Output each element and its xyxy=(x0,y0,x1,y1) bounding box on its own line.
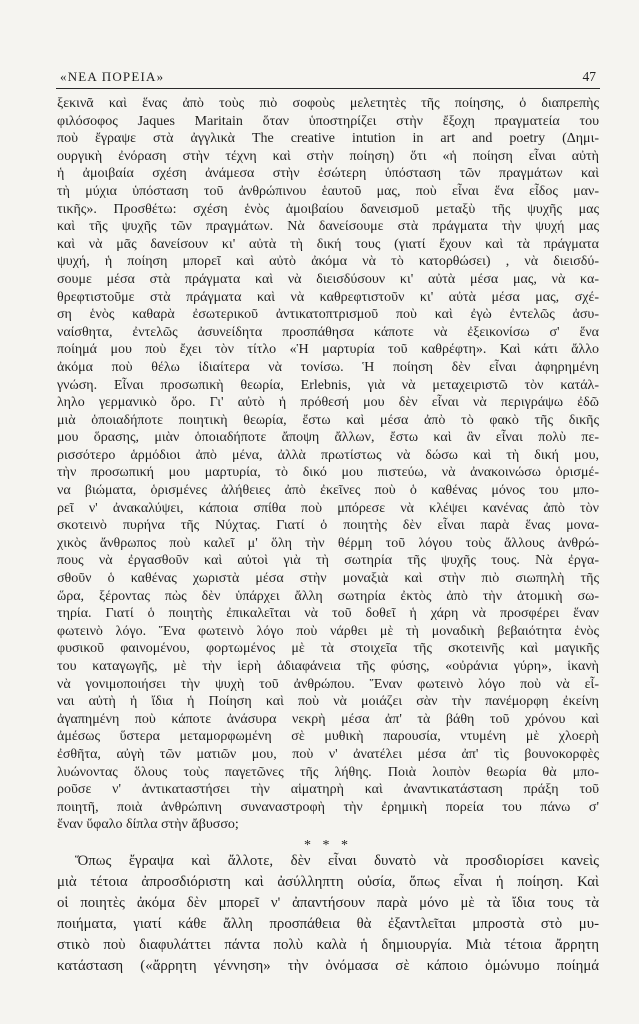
text-line: οἱ ποιητὲς ἀκόμα δὲν μπορεῖ ν' ἀπαντήσουν παρὰ μόνο μὲ τὰ ἴδια τους τὰ xyxy=(57,895,599,911)
text-line: ποιήματα, γιατί κάθε ἄλλη προσπάθεια θὰ ἐξαντλεῖται μπροστὰ στὸ μυ- xyxy=(57,916,599,932)
text-line: στικὸ ποὺ διαφυλάττει πάντα πολὺ καλὰ ἡ δημιουργία. Μιὰ τέτοια ἄρρητη xyxy=(57,937,599,953)
text-line: σκοτεινὸ πυρήνα τῆς Νύχτας. Γιατί ὁ ποιητὴς δὲν εἶναι παρὰ ἕνας μονα- xyxy=(57,518,599,534)
text-line: φιλόσοφος Jaques Maritain ὅταν ὑποστηρίζει στὴν ἔξοχη πραγματεία του xyxy=(57,113,599,129)
text-line: ἀμέσως ὕστερα μεταμορφωμένη σὲ μυθικὴ παρουσία, ντυμένη μὲ χλοερὴ xyxy=(57,729,599,745)
paragraph xyxy=(57,851,599,977)
text-line: τικῆς». Προσθέτω: σχέση ἑνὸς ἀμοιβαίου δανεισμοῦ μεταξὺ τῆς ψυχῆς μας xyxy=(57,201,599,217)
text-line: ποὺ ἔγραψε στὰ ἀγγλικὰ The creative intution in art and poetry (Δημι- xyxy=(57,131,599,147)
text-line: τὴ μύχια ὑπόσταση τοῦ ἀνθρώπινου ἑαυτοῦ μας, ποὺ εἶναι ἕνα εἶδος μαν- xyxy=(57,183,599,199)
page-number: 47 xyxy=(582,69,596,84)
text-line: τὴν προσωπική μου μαρτυρία, τὸ δικό μου πιστεύω, νὰ ἀνακοινώσω ὁρισμέ- xyxy=(57,465,599,481)
text-line: ροῦσε ν' ἀντικαταστήσει τὴν αἱματηρὴ καὶ ἀναντικατάσταση πράξη τοῦ xyxy=(57,782,599,798)
text-line: μιὰ τέτοια ἀπροσδιόριστη καὶ ἀσύλληπτη οὐσία, ὅπως εἶναι ἡ ποίηση. Καὶ xyxy=(57,874,599,890)
text-line: καὶ νὰ μᾶς δανείσουν κι' αὐτὰ τὴ δική τους (γιατί ἔχουν καὶ τὰ πράγματα xyxy=(57,236,599,252)
text-line: ποίημά μου ποὺ ἔχει τὸν τίτλο «Ἡ μαρτυρία τοῦ καθρέφτη». Καὶ κάτι ἄλλο xyxy=(57,342,599,358)
text-line: ποιητῆ, ποιὰ ἀνθρώπινη συναναστροφὴ τὴν ἐρημικὴ πορεία του πάνω σ' xyxy=(57,799,599,815)
text-line: κατάσταση («ἄρρητη γέννηση» τὴν ὀνόμασα σὲ κάποιο ὁμώνυμο ποίημά xyxy=(57,958,599,974)
text-line: γνώση. Εἶναι προσωπικὴ θεωρία, Erlebnis, γιὰ νὰ μεταχειριστῶ τὸν κατάλ- xyxy=(57,377,599,393)
text-line: χικὸς ἄνθρωπος ποὺ καλεῖ μ' ὅλη τὴν θέρμη τοῦ λόγου τοὺς ἄλλους ἀνθρώ- xyxy=(57,535,599,551)
text-line: ναίσθητα, ἐντελῶς ἀσυνείδητα προσπάθησα κάποτε νὰ ἐξεικονίσω σ' ἕνα xyxy=(57,324,599,340)
text-line: ναι αὐτὴ ἡ ἴδια ἡ Ποίηση καὶ ποὺ νὰ μοιάζει σὰν τὴν πανέμορφη ἐκείνη xyxy=(57,694,599,710)
text-line: ξεκινᾶ καὶ ἕνας ἀπὸ τοὺς πιὸ σοφοὺς μελετητὲς τῆς ποίησης, ὁ διαπρεπὴς xyxy=(57,96,599,111)
journal-title: «ΝΕΑ ΠΟΡΕΙΑ» xyxy=(60,69,165,84)
text-line: ἀγαπημένη ποὺ κάποτε ἀνάσυρα νεκρὴ μέσα ἀπ' τὰ βάθη τοῦ χρόνου καὶ xyxy=(57,711,599,727)
paragraph xyxy=(57,95,599,834)
text-line: μου ὅρασης, μιὰν ὁποιαδήποτε ἄποψη ἄλλων, ἔστω καὶ ἂν εἶναι πολὺ πε- xyxy=(57,430,599,446)
text-line: ληλο γερμανικὸ ὅρο. Γι' αὐτὸ ἡ πρόθεσή μου δὲν εἶναι νὰ περιγράψω ἐδῶ xyxy=(57,395,599,411)
running-header xyxy=(58,68,598,86)
text-line: μιὰ ὁποιαδήποτε ποιητικὴ θεωρία, ἔστω καὶ μέσα ἀπὸ τὸ φακὸ τῆς δικῆς xyxy=(57,412,599,428)
text-line: σθοῦν ὁ καθένας χωριστὰ μέσα στὴν μοναξιὰ καὶ στὴν πιὸ σιωπηλὴ τῆς xyxy=(57,571,599,587)
text-line: νὰ γονιμοποιήσει τὴν ψυχὴ τοῦ ἀνθρώπου. Ἕναν φωτεινὸ λόγο ποὺ νὰ εἶ- xyxy=(57,676,599,692)
text-line: να βιώματα, ὁρισμένες ἀλήθειες ἀπὸ ἐκεῖνες ποὺ ὁ καθένας μόνος του μπο- xyxy=(57,483,599,499)
text-line: τηρία. Γιατί ὁ ποιητὴς ἐπικαλεῖται νὰ τοῦ δοθεῖ ἡ χάρη νὰ προσφέρει ἕναν xyxy=(57,606,599,622)
text-line: ἡ ἀμοιβαία σχέση ἀνάμεσα στὴν ἐσώτερη ὑπόσταση τῶν πραγμάτων καὶ xyxy=(57,166,599,182)
text-line: του καταγωγῆς, μὲ τὴν ἱερὴ ἀδιαφάνεια τῆς φύσης, «οὐράνια γύρη», ἱκανὴ xyxy=(57,659,599,674)
text-line: σουμε μέσα στὰ πράγματα καὶ νὰ διεισδύσουν κι' αὐτὰ μέσα μας, νὰ κα- xyxy=(57,271,599,287)
text-line: ρεῖ ν' ἀνακαλύψει, κάποια σπίθα ποὺ μπόρεσε νὰ κλέψει κανένας ἀπὸ τὸν xyxy=(57,500,599,516)
text-line: θρεφτιστοῦμε στὰ πράγματα καὶ νὰ καθρεφτιστοῦν κι' αὐτὰ μέσα μας, σχέ- xyxy=(57,289,599,305)
text-line: φωτεινὸ λόγο. Ἕνα φωτεινὸ λόγο ποὺ νάρθει μὲ τὴ μοναδικὴ βεβαιότητα ἑνὸς xyxy=(57,623,599,639)
header-rule xyxy=(56,88,600,89)
text-line: ση ἑνὸς καθαρὰ ἐσωτερικοῦ ἀντικατοπτρισμοῦ ποὺ καὶ ἐγὼ ἐντελῶς ἀσυ- xyxy=(57,307,599,323)
text-line: ἀκόμα ποὺ θέλω ἰδιαίτερα νὰ τονίσω. Ἡ ποίηση δὲν εἶναι ἀφηρημένη xyxy=(57,359,599,375)
text-line: καὶ τῆς ψυχῆς τῶν πραγμάτων. Νὰ δανείσουμε στὰ πράγματα τὴν ψυχή μας xyxy=(57,219,599,235)
text-line: λυώνοντας ὅλους τοὺς παγετῶνες τῆς λήθης. Ποιὰ λοιπὸν θεωρία θὰ μπο- xyxy=(57,764,599,780)
text-line: ψυχή, ἡ ποίηση μπορεῖ καὶ αὐτὸ ἀκόμα νὰ τὸ κατορθώσει) , νὰ διεισδύ- xyxy=(57,254,599,270)
text-line: ουργικὴ ἐνόραση στὴν τέχνη καὶ στὴν ποίηση) ὅτι «ἡ ποίηση εἶναι αὐτὴ xyxy=(57,148,599,164)
text-line: φυσικοῦ φαινομένου, φορτωμένος μὲ τὰ στοιχεῖα τῆς σκοτεινῆς καὶ μαγικῆς xyxy=(57,641,599,657)
text-line: ἐσθῆτα, αὐγὴ τῶν ματιῶν μου, ποὺ ν' ἀνατέλει μέσα ἀπ' τὶς βουνοκορφὲς xyxy=(57,746,599,762)
text-line: ὥρα, ξέροντας πὼς δὲν ὑπάρχει ἄλλη σωτηρία ἐκτὸς ἀπὸ τὴν ἀτομικὴ σω- xyxy=(57,588,599,604)
text-line: Ὅπως ἔγραψα καὶ ἄλλοτε, δὲν εἶναι δυνατὸ νὰ προσδιορίσει κανεὶς xyxy=(75,853,599,869)
text-line: ἕναν ὕφαλο δίπλα στὴν ἄβυσσο; xyxy=(57,817,239,833)
text-line: ρισσότερο ἁρμόδιοι ἀπὸ μένα, ἀλλὰ πρωτίστως νὰ δώσω καὶ τὴ δική μου, xyxy=(57,447,599,463)
section-separator: * * * xyxy=(304,838,352,853)
text-line: πους νὰ ἐργασθοῦν καὶ αὐτοὶ γιὰ τὴ σωτηρία τῆς ψυχῆς τους. Νὰ ἐργα- xyxy=(57,553,599,569)
